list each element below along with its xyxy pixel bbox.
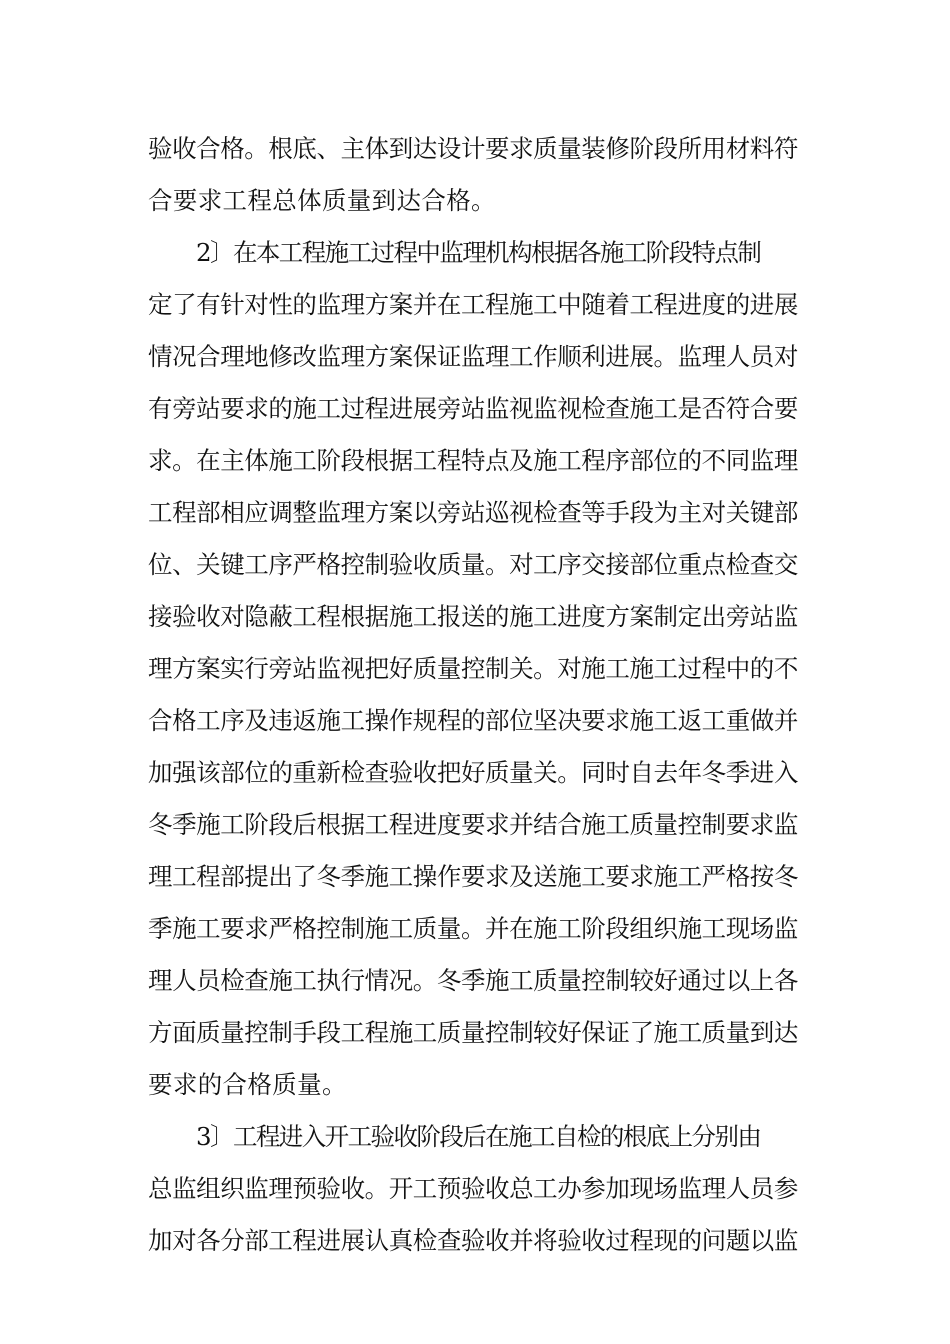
text-line: 理工程部提出了冬季施工操作要求及送施工要求施工严格按冬 <box>148 862 798 891</box>
text-line: 要求的合格质量。 <box>148 1070 347 1099</box>
text-line: 定了有针对性的监理方案并在工程施工中随着工程进度的进展 <box>148 290 798 319</box>
text-line: 验收合格。根底、主体到达设计要求质量装修阶段所用材料符 <box>148 134 798 163</box>
text-line: 求。在主体施工阶段根据工程特点及施工程序部位的不同监理 <box>148 446 798 475</box>
text-line: 方面质量控制手段工程施工质量控制较好保证了施工质量到达 <box>148 1018 798 1047</box>
text-line: 季施工要求严格控制施工质量。并在施工阶段组织施工现场监 <box>148 914 798 943</box>
text-line: 总监组织监理预验收。开工预验收总工办参加现场监理人员参 <box>148 1174 798 1203</box>
text-line: 冬季施工阶段后根据工程进度要求并结合施工质量控制要求监 <box>148 810 798 839</box>
text-line: 理方案实行旁站监视把好质量控制关。对施工施工过程中的不 <box>148 654 798 683</box>
paragraph-3-first-line: 3〕工程进入开工验收阶段后在施工自检的根底上分别由 <box>196 1122 761 1151</box>
text-line: 加对各分部工程进展认真检查验收并将验收过程现的问题以监 <box>148 1226 798 1255</box>
text-line: 加强该部位的重新检查验收把好质量关。同时自去年冬季进入 <box>148 758 798 787</box>
text-line: 工程部相应调整监理方案以旁站巡视检查等手段为主对关键部 <box>148 498 798 527</box>
text-line: 合格工序及违返施工操作规程的部位坚决要求施工返工重做并 <box>148 706 798 735</box>
text-line: 合要求工程总体质量到达合格。 <box>148 186 496 215</box>
text-line: 有旁站要求的施工过程进展旁站监视监视检查施工是否符合要 <box>148 394 798 423</box>
text-line: 接验收对隐蔽工程根据施工报送的施工进度方案制定出旁站监 <box>148 602 798 631</box>
paragraph-2-first-line: 2〕在本工程施工过程中监理机构根据各施工阶段特点制 <box>196 238 761 267</box>
text-line: 理人员检查施工执行情况。冬季施工质量控制较好通过以上各 <box>148 966 798 995</box>
text-line: 位、关键工序严格控制验收质量。对工序交接部位重点检查交 <box>148 550 798 579</box>
text-line: 情况合理地修改监理方案保证监理工作顺利进展。监理人员对 <box>148 342 798 371</box>
